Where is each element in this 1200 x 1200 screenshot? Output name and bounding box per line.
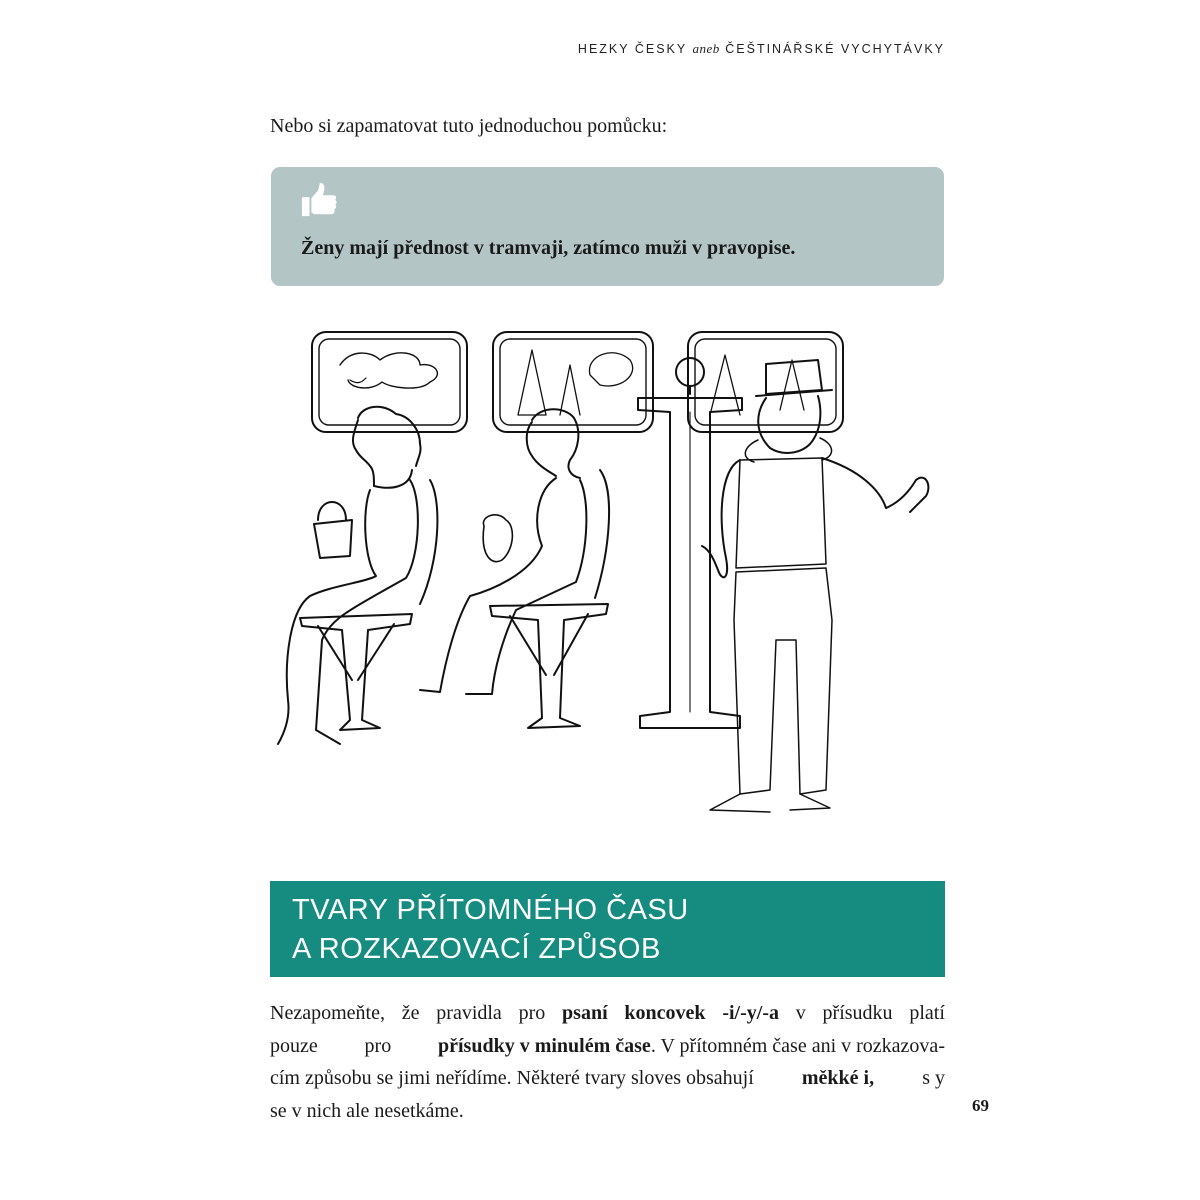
body-emphasis: koncovek <box>624 1002 706 1024</box>
seat-letter-y-center <box>490 604 608 728</box>
section-heading-line-2: A ROZKAZOVACÍ ZPŮSOB <box>292 933 661 965</box>
body-line-1 <box>270 997 945 1030</box>
body-emphasis: -i/-y/-a <box>722 1002 779 1024</box>
body-emphasis: přísudky v minulém čase <box>438 1034 651 1057</box>
intro-paragraph: Nebo si zapamatovat tuto jednoduchou pomůcku: <box>270 115 668 137</box>
header-title: HEZKY ČESKY <box>577 42 687 56</box>
body-word: pro <box>518 1002 546 1024</box>
section-heading <box>270 881 945 977</box>
seat-back-left <box>420 480 437 604</box>
body-word: platí <box>909 1002 945 1024</box>
body-line-3 <box>270 1062 945 1095</box>
body-emphasis: měkké i, <box>801 1067 875 1089</box>
body-text-run: se v nich ale nesetkáme. <box>270 1099 464 1122</box>
body-word: přísudku <box>822 1002 893 1024</box>
body-word: Nezapomeňte, <box>270 1002 385 1024</box>
section-heading-line-1: TVARY PŘÍTOMNÉHO ČASU <box>292 894 689 926</box>
tip-box <box>271 167 944 286</box>
woman-with-basket <box>278 407 421 744</box>
body-line-2 <box>270 1030 945 1063</box>
body-text-run: . V přítomném čase ani v rozkazova- <box>650 1034 945 1057</box>
tip-text: Ženy mají přednost v tramvaji, zatímco muži v pravopise. <box>301 237 796 259</box>
body-word: pravidla <box>436 1002 502 1024</box>
header-connector: aneb <box>692 41 720 56</box>
body-text-run: s y <box>922 1067 945 1089</box>
page-number: 69 <box>972 1096 989 1115</box>
woman-with-dog <box>420 409 586 694</box>
body-emphasis: psaní <box>562 1002 608 1024</box>
body-word: v <box>795 1002 806 1024</box>
body-word: pouze <box>270 1034 318 1057</box>
tram-window-left <box>312 332 467 432</box>
body-line-4 <box>270 1095 945 1128</box>
seat-back-center <box>595 470 609 598</box>
man-with-top-hat <box>702 360 928 812</box>
body-paragraph <box>270 997 945 1127</box>
body-text-run: cím způsobu se jimi neřídíme. Některé tvary sloves obsahují <box>270 1067 754 1089</box>
running-header <box>578 41 945 57</box>
tram-illustration <box>270 320 950 830</box>
body-word: pro <box>364 1034 392 1057</box>
body-phrase <box>438 1030 945 1063</box>
thumbs-up-icon <box>300 181 338 219</box>
body-word: že <box>401 1002 420 1024</box>
header-subtitle: ČEŠTINÁŘSKÉ VYCHYTÁVKY <box>725 42 945 56</box>
